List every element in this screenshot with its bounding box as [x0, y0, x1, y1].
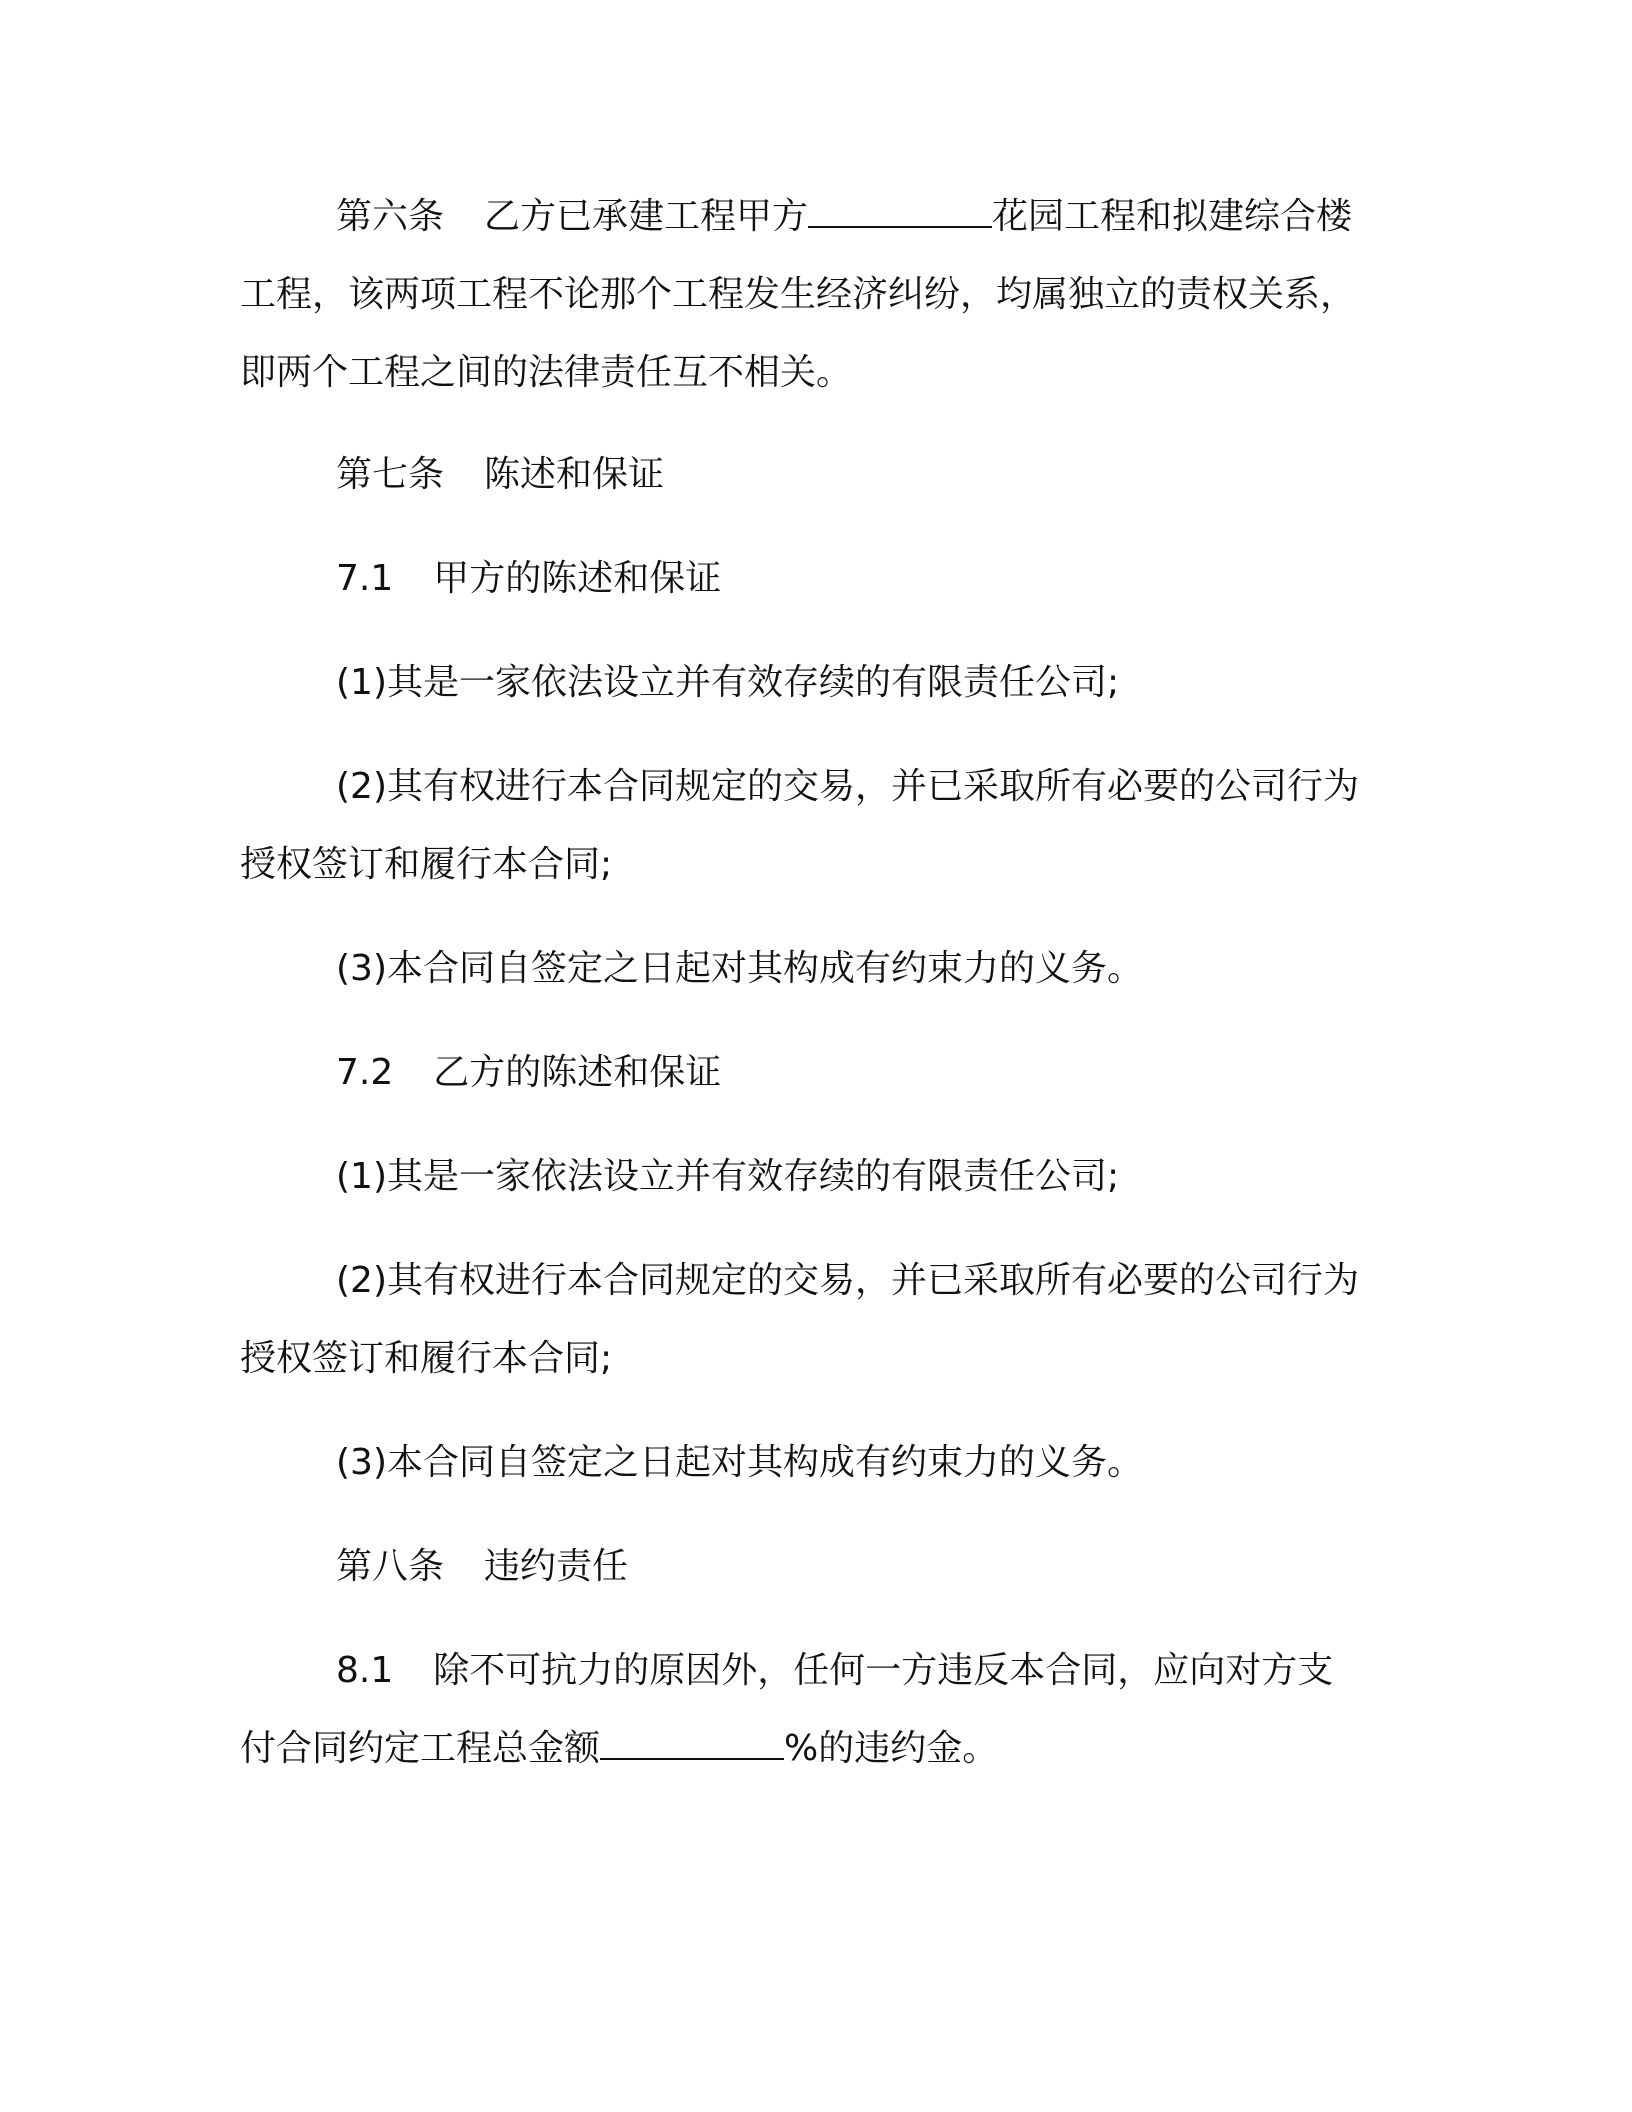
section72-item3-text: (3)本合同自签定之日起对其构成有约束力的义务。 [336, 1442, 1143, 1483]
section72-title: 乙方的陈述和保证 [433, 1052, 722, 1093]
section81-line2-a: 付合同约定工程总金额 [240, 1728, 601, 1769]
section72-item1 [240, 1138, 1390, 1216]
section71-item1-text: (1)其是一家依法设立并有效存续的有限责任公司; [336, 662, 1120, 703]
article6-text-b: 花园工程和拟建综合楼 [992, 196, 1353, 237]
fill-in-blank [600, 1728, 784, 1760]
section72-item1-text: (1)其是一家依法设立并有效存续的有限责任公司; [336, 1156, 1120, 1197]
section72-item2-line1: (2)其有权进行本合同规定的交易，并已采取所有必要的公司行为 [336, 1260, 1359, 1301]
section71-item2 [240, 748, 1390, 826]
section81-line2 [240, 1710, 1390, 1788]
article7-title: 陈述和保证 [484, 454, 665, 495]
article6-line3: 即两个工程之间的法律责任互不相关。 [240, 352, 853, 393]
section81-number: 8.1 [336, 1650, 394, 1691]
section71-item3 [240, 930, 1390, 1008]
section81-line2-b: %的违约金。 [784, 1728, 999, 1769]
section72-item2 [240, 1242, 1390, 1320]
section72-item2-line2: 授权签订和履行本合同; [240, 1338, 613, 1379]
article6-line1 [240, 178, 1390, 256]
section81-line1 [240, 1632, 1390, 1710]
article8-label: 第八条 [336, 1546, 445, 1587]
section81-text: 除不可抗力的原因外，任何一方违反本合同，应向对方支 [433, 1650, 1334, 1691]
section72-item3 [240, 1424, 1390, 1502]
section71-number: 7.1 [336, 558, 394, 599]
article8-title: 违约责任 [484, 1546, 629, 1587]
section71-heading [240, 540, 1390, 618]
section72-heading [240, 1034, 1390, 1112]
section71-item1 [240, 644, 1390, 722]
article6-text-a: 乙方已承建工程甲方 [484, 196, 809, 237]
section71-item3-text: (3)本合同自签定之日起对其构成有约束力的义务。 [336, 948, 1143, 989]
section71-item2-line1: (2)其有权进行本合同规定的交易，并已采取所有必要的公司行为 [336, 766, 1359, 807]
article7-heading [240, 436, 1390, 514]
article6-line2: 工程，该两项工程不论那个工程发生经济纠纷，均属独立的责权关系， [240, 274, 1357, 315]
article6-label: 第六条 [336, 196, 445, 237]
section72-number: 7.2 [336, 1052, 394, 1093]
section71-title: 甲方的陈述和保证 [433, 558, 722, 599]
fill-in-blank [808, 196, 992, 228]
article8-heading [240, 1528, 1390, 1606]
section71-item2-line2: 授权签订和履行本合同; [240, 844, 613, 885]
article7-label: 第七条 [336, 454, 445, 495]
